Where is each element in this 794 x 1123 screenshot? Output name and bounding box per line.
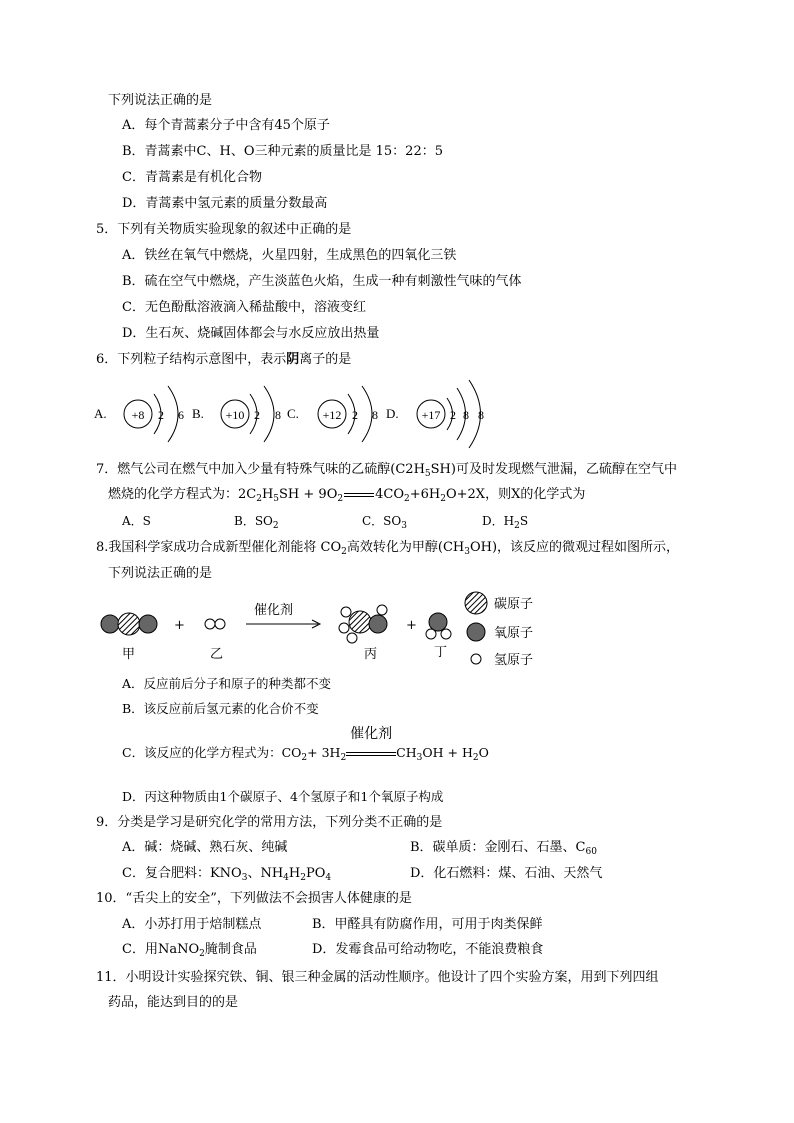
q6-electrons-c-2: 8 [372, 408, 378, 422]
q5-option-a: A．铁丝在氧气中燃烧，火星四射，生成黑色的四氧化三铁 [122, 248, 457, 263]
legend-hydrogen-symbol [471, 654, 481, 664]
molecule-jia-oxygen-atom [101, 615, 119, 633]
reaction-plus-1: + [174, 618, 185, 633]
molecule-bing-oxygen-atom [369, 615, 387, 633]
q5-option-d: D．生石灰、烧碱固体都会与水反应放出热量 [122, 326, 380, 341]
q8-catalyst-equals [346, 725, 396, 762]
molecule-ding-oxygen-atom [429, 613, 447, 631]
q7-line2-part-2: ，则X的化学式为 [485, 487, 586, 502]
q8-line2: 下列说法正确的是 [108, 566, 213, 581]
q5-stem: 5．下列有关物质实验现象的叙述中正确的是 [96, 222, 352, 237]
q6-electrons-b-1: 2 [254, 408, 260, 422]
molecule-bing-carbon-atom [349, 611, 371, 633]
q6-stem-part: 6．下列粒子结构示意图中，表示 [96, 352, 287, 367]
q6-atom-diagrams [90, 374, 510, 454]
q9-option-b: B．碳单质：金刚石、石墨、$C_{60}$ [410, 840, 597, 857]
q6-electrons-d-2: 8 [463, 408, 469, 422]
q8-line1-part-2: 高效转化为甲醇(CH [346, 540, 465, 555]
q7-equals-sign [344, 493, 374, 497]
q7-option-c-text: C．SO [362, 514, 402, 528]
molecule-ding-hydrogen-atom [426, 629, 436, 639]
legend-carbon-label: 碳原子 [494, 597, 534, 612]
q6-nucleus-c-text: +12 [322, 408, 342, 422]
molecule-name-yi: 乙 [210, 647, 224, 662]
q7-option-b: B．$SO_2$ [234, 514, 279, 531]
q9-stem: 9．分类是学习是研究化学的常用方法，下列分类不正确的是 [96, 815, 443, 830]
q6-label-d: D. [386, 406, 399, 421]
q6-shell-a-2 [168, 386, 178, 442]
q4-stem: 下列说法正确的是 [108, 93, 213, 108]
q7-line2: 燃烧的化学方程式为：$2C_2H_5SH + 9O_2$ $4CO_2+6H_2O+2X$，则X的化学式为 [108, 487, 586, 504]
molecule-yi-hydrogen-atom [205, 619, 215, 629]
molecule-bing-hydrogen-atom-2 [339, 623, 349, 633]
q6-electrons-a-1: 2 [158, 408, 164, 422]
q9-option-d: D．化石燃料：煤、石油、天然气 [410, 866, 603, 881]
q7-option-a: A．S [122, 514, 151, 528]
q10-stem: 10．“舌尖上的安全”，下列做法不会损害人体健康的是 [96, 891, 412, 906]
q9-option-a: A．碱：烧碱、熟石灰、纯碱 [122, 840, 288, 855]
q8-option-c: C．该反应的化学方程式为：$CO_2+ 3H_2$ 催化剂 $CH_3OH + H_2O$ [122, 725, 489, 763]
molecule-name-bing: 丙 [364, 647, 378, 662]
q8-option-c-part: C．该反应的化学方程式为：CO [122, 745, 302, 760]
q6-electrons-d-1: 2 [450, 408, 456, 422]
q11-line1: 11．小明设计实验探究铁、铜、银三种金属的活动性顺序。他设计了四个实验方案，用到下列四组 [96, 970, 659, 985]
q6-nucleus-a-text: +8 [131, 408, 145, 422]
q6-label-c: C. [287, 406, 299, 421]
q7-option-d-text: D．H [482, 514, 515, 528]
q8-reaction-diagram [96, 590, 556, 670]
q8-line1: 8.我国科学家成功合成新型催化剂能将 $CO_2$高效转化为甲醇$(CH_3OH)$，该反应的微观过程如图所示， [96, 540, 680, 557]
q8-option-c-part-3: CH [396, 745, 417, 760]
q8-option-b: B．该反应前后氢元素的化合价不变 [122, 701, 319, 716]
legend-oxygen-symbol [467, 623, 485, 641]
q9-option-b-text: B．碳单质：金刚石、石墨、C [410, 840, 586, 855]
molecule-name-ding: 丁 [434, 645, 448, 660]
molecule-jia-carbon-atom [118, 613, 140, 635]
legend-hydrogen-label: 氢原子 [494, 653, 534, 668]
legend-oxygen-label: 氧原子 [494, 626, 534, 641]
q8-option-c-part-2: + 3H [307, 745, 341, 760]
q4-option-b: B．青蒿素中C、H、O三种元素的质量比是 15：22：5 [122, 144, 443, 159]
q4-option-d: D．青蒿素中氢元素的质量分数最高 [122, 196, 328, 211]
q6-electrons-b-2: 8 [275, 408, 281, 422]
q7-line1-part-2: 可及时发现燃气泄漏，乙硫醇在空气中 [455, 462, 677, 477]
q6-stem-bold: 阴 [286, 352, 300, 367]
q6-shell-c-2 [362, 386, 372, 442]
q10-option-c-text: C．用NaNO [122, 942, 200, 957]
q8-option-d: D．丙这种物质由1个碳原子、4个氢原子和1个氧原子构成 [122, 789, 444, 804]
q7-option-b-text: B．SO [234, 514, 273, 528]
q5-option-c: C．无色酚酞溶液滴入稀盐酸中，溶液变红 [122, 300, 366, 315]
q7-line1: 7．燃气公司在燃气中加入少量有特殊气味的乙硫醇$(C2H_5SH)$可及时发现燃气泄漏，乙硫醇在空气中 [96, 462, 677, 479]
q8-option-c-part-5: O [478, 745, 489, 760]
q4-option-a: A．每个青蒿素分子中含有45个原子 [122, 118, 330, 133]
molecule-jia-oxygen-atom-2 [139, 615, 157, 633]
reaction-plus-2: + [406, 618, 417, 633]
q10-option-d: D．发霉食品可给动物吃，不能浪费粮食 [312, 942, 544, 957]
q8-option-c-part-4: OH + H [422, 745, 473, 760]
molecule-yi-hydrogen-atom-2 [215, 619, 225, 629]
q5-option-b: B．硫在空气中燃烧，产生淡蓝色火焰，生成一种有刺激性气味的气体 [122, 274, 522, 289]
q6-shell-b-2 [264, 386, 274, 442]
q6-electrons-a-2: 6 [178, 408, 184, 422]
q6-nucleus-d-text: +17 [421, 408, 441, 422]
q10-option-a: A．小苏打用于焙制糕点 [122, 917, 262, 932]
q6-label-a: A. [94, 406, 107, 421]
q8-line1-part-3: OH)，该反应的微观过程如图所示， [469, 540, 680, 555]
q10-option-b: B．甲醛具有防腐作用，可用于肉类保鲜 [312, 917, 543, 932]
q6-label-b: B. [192, 406, 204, 421]
q6-stem [96, 352, 351, 368]
molecule-bing-hydrogen-atom [341, 607, 351, 617]
q7-line1-part: 7．燃气公司在燃气中加入少量有特殊气味的乙硫醇(C [96, 462, 406, 477]
q6-electrons-c-1: 2 [352, 408, 358, 422]
q8-option-a: A．反应前后分子和原子的种类都不变 [122, 676, 332, 691]
molecule-name-jia: 甲 [122, 647, 136, 662]
q10-option-c: C．用NaNO$_2$腌制食品 [122, 942, 257, 959]
q6-nucleus-b-text: +10 [225, 408, 245, 422]
q6-electrons-d-3: 8 [478, 408, 484, 422]
q4-option-c: C．青蒿素是有机化合物 [122, 170, 262, 185]
legend-carbon-symbol [465, 592, 487, 614]
molecule-ding-hydrogen-atom-2 [441, 629, 451, 639]
q10-option-c-text-2: 腌制食品 [204, 942, 257, 957]
q8-catalyst-label: 催化剂 [350, 725, 393, 742]
molecule-bing-hydrogen-atom-3 [347, 633, 357, 643]
q11-line2: 药品，能达到目的的是 [108, 995, 239, 1010]
q6-stem-part-2: 离子的是 [299, 352, 352, 367]
q9-option-c-text: C．复合肥料：KNO [122, 866, 242, 881]
catalyst-label: 催化剂 [254, 603, 294, 618]
q8-line1-part: 8.我国科学家成功合成新型催化剂能将 CO [96, 540, 342, 555]
molecule-bing-hydrogen-atom-4 [377, 605, 387, 615]
q9-option-c: C．复合肥料：$KNO_3$、$NH_4H_2PO_4$ [122, 866, 332, 883]
q7-option-c: C．$SO_3$ [362, 514, 407, 531]
q7-option-d: D．$H_2S$ [482, 514, 529, 531]
q7-line2-part: 燃烧的化学方程式为：2C [108, 487, 257, 502]
